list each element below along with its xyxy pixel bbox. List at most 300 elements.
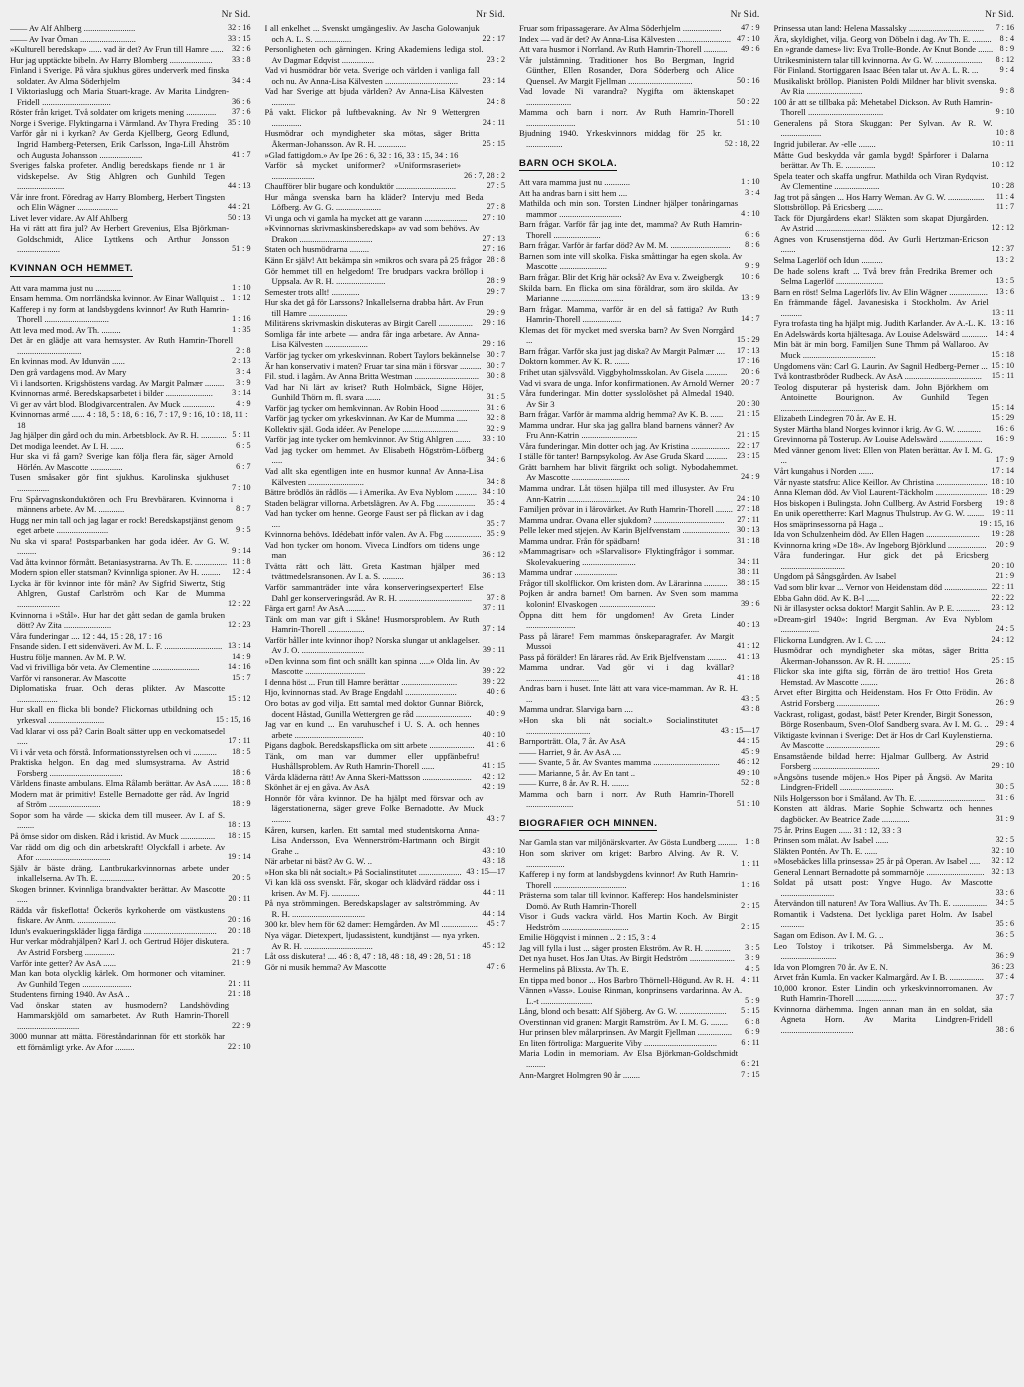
entry-page-ref: 42 : 12: [482, 771, 505, 781]
entry-page-ref: 27 : 13: [482, 233, 505, 243]
entry-page-ref: 14 : 4: [995, 328, 1014, 338]
entry-page-ref: 10 : 12: [991, 160, 1014, 170]
entry-page-ref: 8 : 6: [745, 240, 760, 250]
index-entry: [774, 55, 1015, 66]
entry-page-ref: 21 : 15: [737, 409, 760, 419]
index-entry: [774, 192, 1015, 203]
index-entry: [10, 652, 251, 663]
entry-title: Staten och husmödrarna .........: [264, 244, 370, 255]
entry-page-ref: 40 : 10: [482, 729, 505, 739]
entry-page-ref: 3 : 5: [745, 942, 760, 952]
entry-page-ref: 35 : 10: [228, 117, 251, 127]
entry-page-ref: 31 : 6: [486, 402, 505, 412]
entry-page-ref: 17 : 14: [991, 465, 1014, 475]
entry-page-ref: 49 : 6: [741, 44, 760, 54]
entry-title: Kvinnornas armé ...... 4 : 18, 5 : 18, 6 : 16, 7 : 17, 9 : 16, 10 : 18, 11 : 18: [10, 409, 248, 430]
entry-page-ref: 23 : 2: [486, 54, 505, 64]
entry-title: Mathilda och min son. Torsten Lindner hjälper tonåringarnas mammor .............................: [519, 198, 739, 219]
index-entry: [265, 772, 506, 783]
entry-title: Barn frågar. Mamma, varför är en del så fattiga? Av Ruth Hamrin-Thorell ..................: [519, 303, 739, 325]
index-entry: [774, 930, 1015, 941]
entry-page-ref: 20 : 18: [228, 925, 251, 935]
entry-title: Husmödrar och myndigheter ska mötas, säger Britta Åkerman-Johansson. Av R. H. .............: [264, 128, 480, 150]
index-entry: [519, 789, 760, 810]
entry-title: Vårda klädernа rätt! Av Anna Skeri-Mattsson .......................: [264, 771, 472, 782]
entry-page-ref: 35 : 9: [486, 529, 505, 539]
entry-page-ref: 36 : 12: [482, 550, 505, 560]
index-entry: [10, 926, 251, 937]
entry-title: Husmödrar och myndigheter ska mötas, säger Britta Åkerman-Johansson. Av R. H. ...........: [773, 645, 989, 666]
index-entry: [265, 656, 506, 677]
entry-title: Pojken är andra barnet! Om barnen. Av Sven som mamma kolonin! Elvaskogen ..........................: [519, 588, 739, 609]
index-entry: [10, 325, 251, 336]
entry-page-ref: 24 : 8: [486, 96, 505, 106]
entry-title: Vad har Ni lärt av kriset? Ruth Holmbäck, Signe Höjer, Gunhild Thörn m. fl. svara .......: [264, 381, 484, 403]
entry-title: Ann-Margret Holmgren 90 år ........: [519, 1069, 641, 1080]
entry-page-ref: 2 : 15: [741, 921, 760, 931]
index-entry: [519, 378, 760, 389]
index-entry: [519, 219, 760, 240]
index-entry: [774, 550, 1015, 571]
entry-title: Prinsessa utan land: Helena Massalsky ...................................: [773, 23, 985, 33]
entry-page-ref: 40 : 6: [486, 687, 505, 697]
entry-title: Mamma undrar. Från för spädbarn!: [519, 535, 640, 546]
index-entry: [774, 803, 1015, 824]
entry-page-ref: 34 : 8: [486, 476, 505, 486]
index-entry: [10, 567, 251, 578]
entry-title: För Finland. Stortiggaren Isaac Béen talar ut. Av A. L. R. ...: [773, 65, 979, 76]
index-entry: [265, 719, 506, 740]
entry-title: Bjudning 1940. Yrkeskvinnors middag för 25 kr. .................: [519, 128, 722, 150]
entry-title: Jag var en kund ... En varuhuschef i U. S. A. och hennes arbete ................................: [264, 719, 480, 740]
entry-title: Färga ert garn! Av AsA .........: [264, 603, 366, 614]
entry-page-ref: 3 : 4: [236, 366, 251, 376]
index-entry: [519, 388, 760, 409]
entry-page-ref: 1 : 10: [741, 177, 760, 187]
index-entry: [519, 683, 760, 704]
entry-page-ref: 43 : 10: [482, 845, 505, 855]
entry-title: Vad klarar vi oss på? Carin Boalt sätter upp en veckomatsedel .....: [10, 725, 226, 747]
entry-title: Att vara husmor i Norrland. Av Ruth Hamrin-Thorell ...........: [519, 44, 728, 55]
entry-title: Barnen som inte vill skolka. Fiska småttingar ha egen skola. Av Mascotte ......................: [519, 250, 743, 272]
entry-title: 100 år att se tillbaka på: Mehetabel Dickson. Av Ruth Hamrin-Thorell ...................................: [773, 96, 993, 118]
entry-page-ref: 18 : 29: [991, 487, 1014, 497]
index-entry: [265, 508, 506, 529]
index-entry: [774, 687, 1015, 708]
entry-title: »Ångsöns tusende möjen.» Hos Piper på Ängsö. Av Marita Lindgren-Fridell .........................: [773, 771, 993, 793]
index-entry: [265, 223, 506, 244]
entry-title: Pass på förälder! En lärares råd. Av Erik Bjelfvenstam .........: [519, 651, 727, 662]
entry-page-ref: 11 : 8: [232, 556, 251, 566]
entry-page-ref: 6 : 9: [745, 1027, 760, 1037]
index-entry: [265, 350, 506, 361]
entry-page-ref: 1 : 16: [741, 879, 760, 889]
index-entry: [519, 356, 760, 367]
entry-title: Fil. stud. i lagårn. Av Anna Britta Westman ..............................: [264, 371, 480, 382]
entry-title: Mamma undrar. Slarviga barn ....: [519, 704, 633, 715]
entry-title: Prinsen som målat. Av Isabel ......: [773, 835, 889, 846]
entry-page-ref: 44 : 21: [228, 202, 251, 212]
entry-title: Två kontrastbröder Rudbeck. Av AsA ....................................: [773, 371, 982, 382]
entry-title: Vad som blir kvar ... Vernor von Heidenstam död ....................: [773, 581, 988, 592]
entry-page-ref: 3 : 9: [745, 953, 760, 963]
entry-page-ref: 7 : 16: [995, 23, 1014, 32]
index-entry: [10, 578, 251, 610]
entry-page-ref: 17 : 9: [995, 455, 1014, 465]
entry-title: Barn frågar. Varför ska just jag diska? Av Margit Palmær ....: [519, 345, 725, 356]
entry-title: Hur ska vi få garn? Sverige kan följa flera fär, säger Arnold Hörlén. Av Mascotte ...............: [10, 451, 234, 472]
entry-title: Ensamstående bildad herre: Hjalmar Gullberg. Av Astrid Forsberg ...............................: [773, 750, 989, 772]
entry-page-ref: 10 : 6: [741, 272, 760, 282]
entry-title: Kvinnorna i »Stål». Hur har det gått sedan de gamla bruken dött? Av Zita ......................: [10, 609, 226, 631]
index-entry: [265, 962, 506, 973]
entry-title: Tack för Djurgårdens ekar! Släkten som skapat Djurgården. Av Astrid .................................: [773, 212, 989, 234]
entry-page-ref: 32 : 9: [486, 423, 505, 433]
index-entry: [265, 244, 506, 255]
entry-title: »Den kvinna som fint och snällt kan spinna .....» Olda lin. Av Mascotte ............................: [264, 655, 480, 677]
entry-page-ref: 34 : 4: [232, 75, 251, 85]
index-entry: [10, 409, 251, 430]
index-entry: [774, 477, 1015, 488]
entry-title: Lång, blond och besatt: Alf Sjöberg. Av G. W. ......................: [519, 1006, 727, 1017]
entry-page-ref: 9 : 4: [999, 65, 1014, 75]
entry-page-ref: 26 : 7, 28 : 2: [464, 170, 505, 180]
entry-page-ref: 51 : 10: [737, 117, 760, 127]
entry-title: Barn frågar. Varför är mamma aldrig hemma? Av K. B. ......: [519, 409, 724, 420]
entry-page-ref: 17 : 11: [228, 736, 251, 746]
index-entry: [10, 968, 251, 989]
entry-title: Familjen prövar in i lärovärket. Av Ruth Hamrin-Thorell ........: [519, 504, 733, 515]
entry-title: —— Svante, 5 år. Av Svantes mamma ...............................: [519, 757, 720, 768]
entry-page-ref: 44 : 13: [228, 181, 251, 191]
entry-title: Fnsande siden. I ett sidenväveri. Av M. L. F. ...........................: [10, 641, 223, 652]
entry-page-ref: 33 : 15: [228, 33, 251, 43]
index-entry: [265, 487, 506, 498]
index-entry: [774, 898, 1015, 909]
index-entry: [774, 751, 1015, 772]
entry-title: Andras barn i huset. Inte lätt att vara vice-mamman. Av R. H. ...: [519, 683, 739, 704]
entry-page-ref: 30 : 13: [737, 525, 760, 535]
entry-page-ref: 22 : 10: [228, 1041, 251, 1051]
entry-page-ref: 9 : 9: [745, 261, 760, 271]
index-entry: [519, 588, 760, 609]
entry-page-ref: 32 : 8: [486, 413, 505, 423]
entry-title: Våra funderingar. Min dotter sysslolöshet på Almedal 1940. Av Sir 3: [519, 388, 735, 409]
entry-page-ref: 4 : 10: [741, 208, 760, 218]
entry-title: Honnör för våra kvinnor. De ha hjälpt med försvar och av lägerstationerna, säger greve Folke Bernadotte. Av Muck .........: [264, 792, 484, 825]
index-entry: [265, 65, 506, 86]
entry-title: —— Av Alf Ahlberg ........................: [10, 23, 136, 33]
entry-page-ref: 15 : 29: [991, 413, 1014, 423]
entry-page-ref: 44 : 11: [482, 887, 505, 897]
entry-title: Militärens skrivmaskin diskuteras av Birgit Carell ................: [264, 318, 473, 329]
index-entry: [774, 171, 1015, 192]
entry-page-ref: 7 : 10: [232, 482, 251, 492]
entry-title: Vad åtta kvinnor förmått. Betaniasystrarna. Av Th. E. ...............: [10, 556, 228, 567]
entry-page-ref: 32 : 10: [991, 845, 1014, 855]
index-entry: [774, 614, 1015, 635]
entry-title: Jag trot på sången ... Hos Harry Weman. Av G. W. .................: [773, 191, 985, 202]
index-entry: [10, 451, 251, 472]
entry-page-ref: 45 : 9: [741, 746, 760, 756]
entry-page-ref: 20 : 10: [991, 560, 1014, 570]
entry-title: Vi unga och vi gamla ha mycket att ge varann ....................: [264, 212, 468, 223]
entry-page-ref: 26 : 9: [995, 698, 1014, 707]
entry-page-ref: 9 : 14: [232, 546, 251, 556]
index-entry: [519, 177, 760, 188]
entry-title: Varför jag tycker om hemkvinnan. Av Robin Hood ..................: [264, 402, 480, 413]
entry-title: Arvet efter Birgitta och Heidenstam. Hos Fr Otto Frödin. Av Astrid Forsberg ....................: [773, 687, 993, 708]
entry-title: 75 år. Prins Eugen ...... 31 : 12, 33 : 3: [773, 824, 902, 835]
index-entry: [519, 715, 760, 736]
entry-page-ref: 12 : 4: [232, 567, 251, 577]
entry-title: Gör hemmet till en helgedom! Tre brudpars vackra bröllop i Uppsala. Av R. H. .......................: [264, 265, 484, 287]
entry-title: Overstinnan vid granen: Margit Ramström. Av I. M. G. ........: [519, 1016, 729, 1027]
entry-title: Ebba Gahn död. Av K. B-l ......: [773, 592, 880, 603]
index-entry: [774, 529, 1015, 540]
entry-page-ref: 43 : 15—17: [466, 866, 505, 876]
index-entry: [519, 652, 760, 663]
index-entry: [774, 709, 1015, 730]
entry-title: Vad vi husmödrar bör veta. Sverige och världen i vanliga fall och nu. Av Anna-Lisa Kälvesten ..................................: [264, 65, 480, 86]
entry-title: Elizabeth Lindegren 70 år. Av E. H.: [773, 413, 897, 424]
entry-page-ref: 38 : 15: [737, 577, 760, 587]
index-entry: [265, 413, 506, 424]
entry-title: Man kan bota olycklig kärlek. Om hormoner och vitaminer. Av Gunhild Tegen .......................: [10, 968, 226, 989]
entry-title: Fruar som fripassagerare. Av Alma Söderhjelm ..................: [519, 23, 722, 33]
index-entry: [774, 139, 1015, 150]
index-entry: [519, 483, 760, 504]
entry-title: Vad jag tycker om hemmet. Av Elisabeth Högström-Löfberg .....: [264, 444, 484, 466]
entry-page-ref: 19 : 11: [991, 508, 1014, 518]
entry-title: Frågor till skolflickor. Om kristen dom. Av Lärarinna ...........: [519, 577, 728, 588]
entry-page-ref: 37 : 7: [995, 993, 1014, 1003]
index-entry: [519, 304, 760, 325]
entry-title: Vännen »Vass». Louise Rinman, konprinsens vardarinna. Av A. L.-t ........................: [519, 985, 743, 1006]
entry-page-ref: 47 : 9: [741, 23, 760, 32]
entry-title: Spela teater och skaffa ungfrur. Mathilda och Viran Rydqvist. Av Clementine .....................: [773, 170, 989, 192]
index-entry: [265, 930, 506, 951]
index-entry: [519, 631, 760, 652]
entry-page-ref: 18 : 6: [232, 767, 251, 777]
index-entry: [10, 515, 251, 536]
entry-page-ref: 27 : 8: [486, 202, 505, 212]
entry-page-ref: 47 : 10: [737, 33, 760, 43]
entry-title: »Mosebäckes lilla prinsessa» 25 år på Operan. Av Isabel .....: [773, 856, 981, 867]
index-entry: [774, 835, 1015, 846]
entry-title: Våra funderingar. Hur gick det på Ericsberg ..............................: [773, 550, 989, 571]
index-entry: [519, 985, 760, 1006]
entry-page-ref: 22 : 22: [991, 592, 1014, 602]
column-header: Nr Sid.: [476, 10, 505, 20]
index-entry: [265, 898, 506, 919]
index-entry: [10, 757, 251, 778]
index-entry: [10, 863, 251, 884]
index-entry: [774, 519, 1015, 530]
index-entry: [10, 44, 251, 55]
index-entry: [10, 726, 251, 747]
index-column-4: [774, 10, 1015, 1367]
entry-title: Pelle leker med stjejen. Av Karin Bjelfvenstam ......................: [519, 525, 730, 536]
entry-title: Bättre brödlös än rådlös — i Amerika. Av Eva Nyblom ..........: [264, 487, 478, 498]
index-entry: [265, 107, 506, 128]
entry-page-ref: 25 : 15: [482, 139, 505, 149]
entry-page-ref: 43 : 7: [486, 814, 505, 824]
index-entry: [10, 884, 251, 905]
entry-page-ref: 6 : 7: [236, 461, 251, 471]
entry-page-ref: 39 : 6: [741, 598, 760, 608]
entry-page-ref: 30 : 7: [486, 360, 505, 370]
entry-page-ref: 11 : 4: [995, 191, 1014, 201]
entry-page-ref: 33 : 10: [482, 434, 505, 444]
entry-title: Norge i Sverige. Flyktingarna i Värmland. Av Thyra Freding: [10, 117, 219, 128]
entry-title: Känn Er själv! Att bekämpa sin »mikros och svara på 25 frågor: [264, 255, 482, 266]
entry-title: På vakt. Flickor på luftbevakning. Av Nr 9 Wettergren ..............: [264, 107, 480, 128]
entry-title: Leo Tolstoy i trikotser. På Simmelsberga. Av M. ..........................: [773, 940, 993, 962]
index-entry: [774, 287, 1015, 298]
entry-page-ref: 4 : 11: [741, 974, 760, 984]
entry-title: Vårt kungahus i Norden .......: [773, 465, 874, 476]
index-entry: [10, 1000, 251, 1032]
index-entry: [519, 567, 760, 578]
index-entry: [265, 382, 506, 403]
entry-title: Vad allt ska egentligen inte en husmor kunna! Av Anna-Lisa Kälvesten ..........................: [264, 465, 484, 487]
entry-title: Mamma undrar. Vad gör vi i dag kvällar? ..................................: [519, 662, 735, 683]
index-entry: [265, 287, 506, 298]
index-entry: [10, 283, 251, 294]
entry-page-ref: 41 : 13: [737, 651, 760, 661]
entry-page-ref: 38 : 6: [995, 1024, 1014, 1034]
entry-title: Ha vi rätt att fira jul? Av Herbert Grevenius, Elsa Björkman-Goldschmidt, Alice Lyttkens och Arthur Jonsson ....................: [10, 223, 230, 255]
entry-page-ref: 36 : 23: [991, 961, 1014, 971]
entry-title: Barn frågar. Varför är farfar död? Av M. M. ............................: [519, 240, 731, 251]
entry-title: Barn frågar. Blir det Krig här också? Av Eva v. Zweigbergk: [519, 272, 724, 283]
entry-page-ref: 15 : 7: [232, 672, 251, 682]
entry-page-ref: 44 : 15: [737, 736, 760, 746]
entry-title: En tippa med bonor ... Hos Barbro Thörnell-Högund. Av R. H.: [519, 974, 734, 985]
entry-page-ref: 23 : 14: [482, 75, 505, 85]
entry-title: Tvätta rätt och lätt. Greta Kastman hjälper med tvättmedelsransonen. Av I. a. S. ..........: [264, 560, 480, 582]
entry-title: Personligheten och gärningen. Kring Akademiens lediga stol. Av Dagmar Edqvist ...............: [264, 44, 484, 65]
index-entry: [265, 445, 506, 466]
index-entry: [10, 610, 251, 631]
entry-title: Vad har Sverige att bjuda världen? Av Anna-Lisa Kälvesten ...........: [264, 86, 484, 107]
entry-page-ref: 32 : 12: [991, 856, 1014, 866]
index-entry: [265, 740, 506, 751]
index-entry: [774, 635, 1015, 646]
entry-title: 300 kr. blev hem för 62 damer: Hemgården. Av Ml .................: [264, 919, 478, 930]
entry-page-ref: 29 : 6: [995, 740, 1014, 750]
entry-title: General Lennart Bernadotte på sommarnöje ...........................: [773, 866, 985, 877]
index-entry: [10, 557, 251, 568]
index-entry: [10, 223, 251, 255]
index-entry: [265, 877, 506, 898]
entry-title: Idun's evakueringskläder ligga färdiga ..................................: [10, 925, 217, 936]
entry-title: Varför vi ransonerar. Av Mascotte: [10, 672, 127, 683]
entry-page-ref: 10 : 8: [995, 128, 1014, 138]
index-entry: [265, 856, 506, 867]
index-entry: [774, 466, 1015, 477]
entry-title: Hermelins på Blixsta. Av Th. E.: [519, 964, 629, 975]
entry-page-ref: 22 : 9: [232, 1020, 251, 1030]
entry-page-ref: 37 : 11: [482, 603, 505, 613]
index-entry: [10, 213, 251, 224]
index-entry: [774, 150, 1015, 171]
index-entry: [10, 86, 251, 107]
entry-title: På ömse sidor om disken. Råd i kristid. Av Muck ................: [10, 831, 216, 842]
entry-title: Arvet från Kumla. En vacker Kalmargård. Av I. B. ................: [773, 972, 984, 983]
index-entry: [519, 662, 760, 683]
index-entry: [10, 641, 251, 652]
entry-title: Tusen småsaker gör fint sjukhus. Karolinska sjukhuset ...............: [10, 472, 230, 493]
index-entry: [774, 909, 1015, 930]
entry-page-ref: 15 : 18: [991, 349, 1014, 359]
entry-page-ref: 1 : 35: [232, 324, 251, 334]
entry-page-ref: 13 : 2: [995, 255, 1014, 265]
index-entry: [265, 867, 506, 878]
entry-page-ref: 18 : 10: [991, 476, 1014, 486]
index-entry: [774, 582, 1015, 593]
index-entry: [519, 975, 760, 986]
index-entry: [265, 793, 506, 825]
entry-page-ref: 13 : 14: [228, 641, 251, 651]
index-entry: [265, 23, 506, 44]
entry-page-ref: 41 : 18: [737, 672, 760, 682]
entry-page-ref: 46 : 12: [737, 757, 760, 767]
entry-page-ref: 34 : 10: [482, 487, 505, 497]
index-entry: [10, 118, 251, 129]
index-entry: [519, 578, 760, 589]
column-header: Nr Sid.: [730, 10, 760, 20]
entry-title: Modern spion eller statsman? Kvinnliga spioner. Av H. .........: [10, 567, 221, 578]
entry-page-ref: 43 : 18: [482, 856, 505, 866]
entry-page-ref: 41 : 6: [486, 740, 505, 750]
index-entry: [265, 687, 506, 698]
index-entry: [10, 378, 251, 389]
index-entry: [265, 614, 506, 635]
entry-title: Semester trots allt! .............: [264, 286, 360, 297]
entry-page-ref: 37 : 4: [995, 972, 1014, 982]
entry-page-ref: 35 : 6: [995, 919, 1014, 929]
column-header: Nr Sid.: [221, 10, 251, 20]
index-entry: [519, 451, 760, 462]
index-entry: [519, 1017, 760, 1028]
index-entry: [519, 44, 760, 55]
index-entry: [774, 371, 1015, 382]
index-entry: [774, 962, 1015, 973]
entry-page-ref: 41 : 7: [232, 149, 251, 159]
index-entry: [519, 462, 760, 483]
entry-page-ref: 42 : 19: [482, 782, 505, 792]
entry-page-ref: 20 : 11: [228, 894, 251, 904]
entry-title: Gör ni musik hemma? Av Mascotte: [264, 961, 387, 972]
entry-page-ref: 52 : 18, 22: [724, 139, 760, 149]
entry-title: I ställe för tanter! Barnpsykolog. Av Ase Gruda Skard ..........: [519, 451, 728, 462]
entry-page-ref: 14 : 7: [741, 314, 760, 324]
index-entry: [774, 593, 1015, 604]
entry-title: Musikaliskt bröllop. Pianisten Poldi Mildner har blivit svenska. Av Ria ..........................: [773, 75, 997, 97]
index-entry: [519, 272, 760, 283]
entry-title: En kvinnas mod. Av Idunvän ......: [10, 356, 125, 367]
index-entry: [774, 772, 1015, 793]
entry-title: Varför håller inte kvinnor ihop? Norska slungar ut anklagelser. Av J. O. .............................: [264, 634, 480, 656]
entry-title: Vad vi svara de unga. Infor konfirmationen. Av Arnold Werner: [519, 377, 734, 388]
index-entry: [774, 540, 1015, 551]
index-entry: [774, 202, 1015, 213]
entry-page-ref: 22 : 17: [737, 440, 760, 450]
entry-page-ref: 29 : 9: [486, 307, 505, 317]
index-entry: [265, 403, 506, 414]
